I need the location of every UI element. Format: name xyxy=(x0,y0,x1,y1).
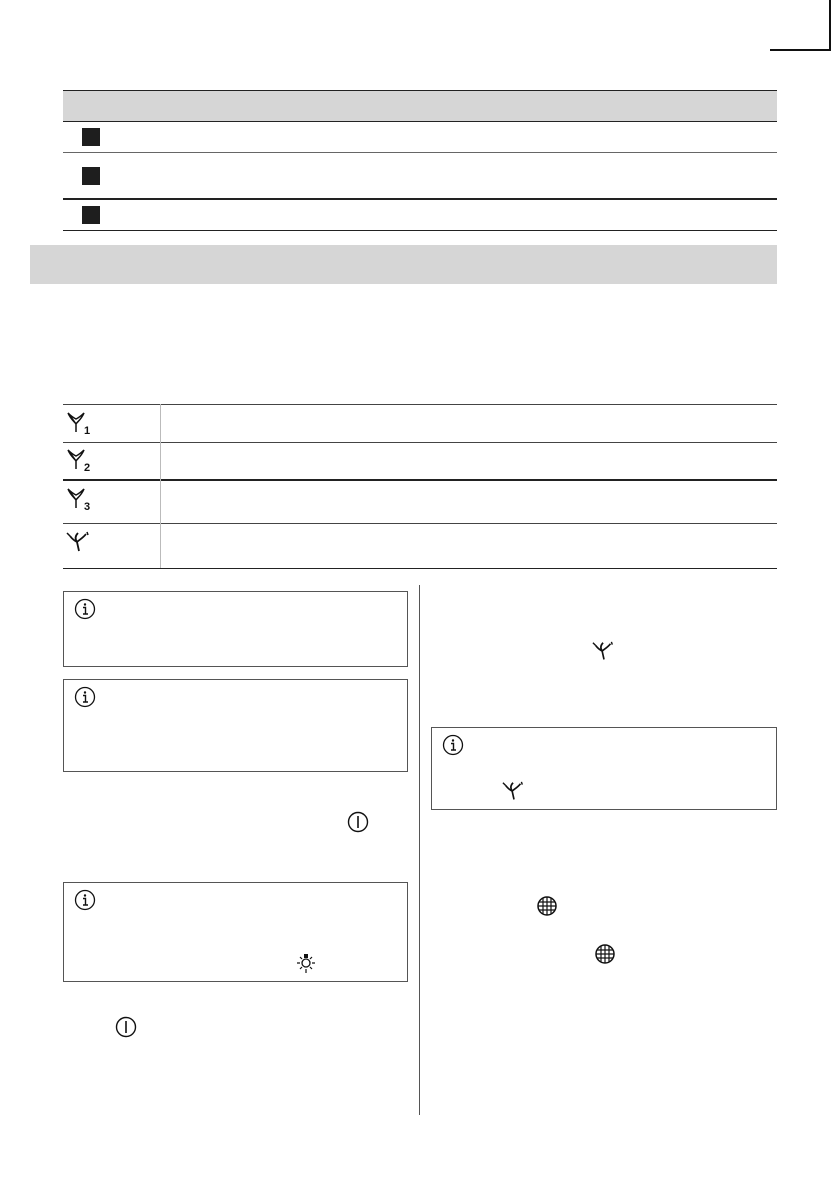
table-rule xyxy=(63,568,777,569)
section-header-bar xyxy=(30,245,777,284)
fan-boost-icon xyxy=(64,530,94,556)
fan-speed-1-icon xyxy=(64,410,94,436)
info-icon xyxy=(74,598,96,620)
power-icon xyxy=(115,1016,137,1038)
info-note xyxy=(63,591,408,667)
power-icon xyxy=(347,811,369,833)
info-icon xyxy=(442,734,464,756)
square-indicator-icon xyxy=(82,167,100,185)
table-rule xyxy=(63,121,777,122)
info-note xyxy=(63,679,408,772)
info-note xyxy=(431,727,777,810)
column-divider xyxy=(419,585,420,1115)
light-bulb-icon xyxy=(295,953,317,975)
square-indicator-icon xyxy=(82,128,100,146)
corner-mark xyxy=(770,0,839,60)
table-column-divider xyxy=(160,404,161,568)
info-note xyxy=(63,882,408,982)
table-rule xyxy=(63,523,777,524)
table-rule xyxy=(63,90,777,91)
fan-speed-2-icon xyxy=(64,447,94,473)
fan-speed-3-icon xyxy=(64,486,94,512)
info-icon xyxy=(74,889,96,911)
table-rule xyxy=(63,442,777,443)
svg-text:3: 3 xyxy=(84,501,91,512)
info-icon xyxy=(74,686,96,708)
svg-text:1: 1 xyxy=(84,425,91,436)
table-rule xyxy=(63,479,777,481)
fan-boost-icon xyxy=(590,640,618,664)
table-rule xyxy=(63,230,777,231)
svg-text:2: 2 xyxy=(84,462,91,473)
grid-filter-icon xyxy=(536,895,558,917)
fan-boost-icon xyxy=(500,780,528,804)
square-indicator-icon xyxy=(82,206,100,224)
grid-filter-icon xyxy=(594,943,616,965)
indicator-table-header xyxy=(63,91,777,121)
table-rule xyxy=(63,152,777,153)
table-rule xyxy=(63,198,777,200)
table-rule xyxy=(63,404,777,405)
